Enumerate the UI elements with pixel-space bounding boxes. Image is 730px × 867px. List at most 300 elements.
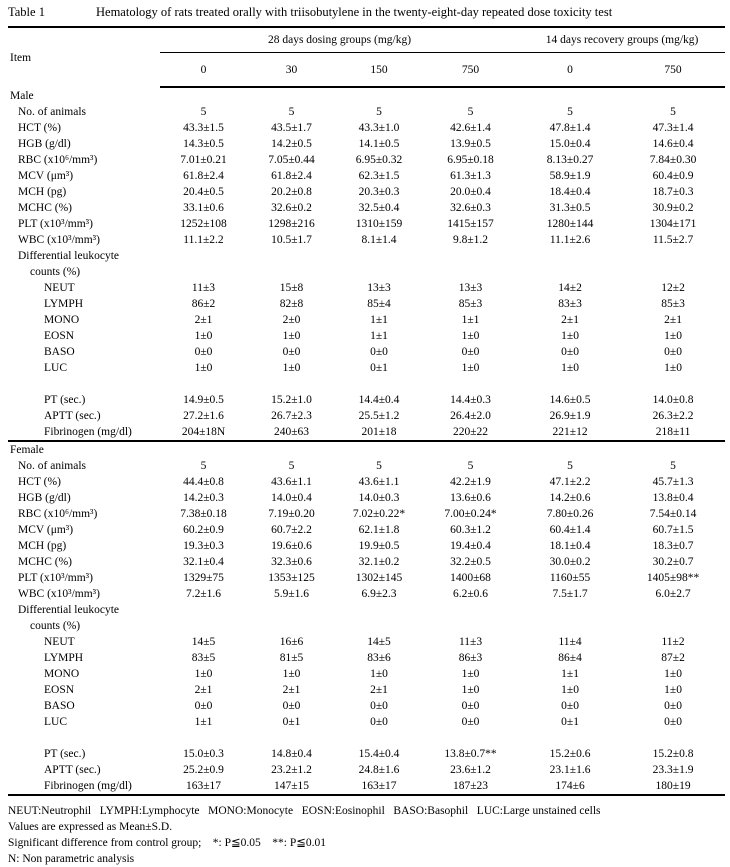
value-cell xyxy=(160,602,247,618)
value-cell: 18.1±0.4 xyxy=(549,540,591,552)
value-cell: 0±1 xyxy=(561,716,579,728)
value-cell: 20.4±0.5 xyxy=(183,186,224,198)
value-cell: 43.6±1.1 xyxy=(271,476,312,488)
row-label: EOSN xyxy=(44,684,75,696)
value-cell: 16±6 xyxy=(279,636,304,648)
value-cell xyxy=(621,264,725,280)
value-cell: 1±1 xyxy=(194,716,213,728)
value-cell: 14.2±0.6 xyxy=(549,492,591,504)
dosing-group-header: 28 days dosing groups (mg/kg) xyxy=(160,27,519,53)
value-cell: 0±0 xyxy=(561,346,579,358)
value-cell: 83±6 xyxy=(367,652,391,664)
value-cell xyxy=(160,618,247,634)
value-cell xyxy=(247,264,336,280)
value-cell xyxy=(336,730,422,746)
row-label: HCT (%) xyxy=(18,122,61,134)
item-column-header: Item xyxy=(10,51,32,64)
row-label: MCV (μm³) xyxy=(18,170,74,182)
value-cell: 30.9±0.2 xyxy=(652,202,694,214)
value-cell: 19.6±0.6 xyxy=(271,540,312,552)
table-row xyxy=(8,232,725,248)
value-cell: 11.5±2.7 xyxy=(652,234,694,246)
value-cell: 87±2 xyxy=(661,652,685,664)
value-cell: 1310±159 xyxy=(355,218,403,230)
value-cell: 240±63 xyxy=(273,426,310,438)
value-cell: 11±3 xyxy=(458,636,483,648)
row-label: RBC (x10⁶/mm³) xyxy=(18,154,98,166)
value-cell: 14.2±0.3 xyxy=(183,492,224,504)
value-cell: 15.4±0.4 xyxy=(358,748,400,760)
value-cell: 0±0 xyxy=(194,346,213,358)
footnotes xyxy=(8,803,725,867)
value-cell: 32.2±0.5 xyxy=(450,556,491,568)
value-cell: 0±0 xyxy=(461,346,480,358)
table-row xyxy=(8,312,725,328)
row-label: MCHC (%) xyxy=(18,556,72,568)
value-cell: 7.54±0.14 xyxy=(649,508,697,520)
value-cell: 1±0 xyxy=(282,362,301,374)
value-cell: 1±0 xyxy=(461,684,480,696)
value-cell xyxy=(422,376,519,392)
table-row xyxy=(8,746,725,762)
value-cell: 187±23 xyxy=(452,780,489,792)
value-cell: 60.3±1.2 xyxy=(450,524,491,536)
value-cell: 26.4±2.0 xyxy=(450,410,491,422)
value-cell: 26.3±2.2 xyxy=(652,410,694,422)
value-cell: 27.2±1.6 xyxy=(183,410,224,422)
value-cell: 14±2 xyxy=(558,282,582,294)
table-row xyxy=(8,490,725,506)
row-label: LYMPH xyxy=(44,298,84,310)
value-cell: 32.6±0.3 xyxy=(450,202,491,214)
value-cell xyxy=(422,618,519,634)
value-cell: 2±1 xyxy=(194,314,213,326)
value-cell: 0±0 xyxy=(461,700,480,712)
table-row xyxy=(8,344,725,360)
value-cell xyxy=(519,376,621,392)
value-cell: 218±11 xyxy=(655,426,691,438)
value-cell: 25.2±0.9 xyxy=(183,764,224,776)
value-cell: 0±0 xyxy=(282,700,301,712)
value-cell xyxy=(621,730,725,746)
value-cell: 5 xyxy=(467,460,474,472)
value-cell: 0±1 xyxy=(282,716,301,728)
table-row xyxy=(8,602,725,618)
value-cell: 86±4 xyxy=(558,652,582,664)
value-cell: 5 xyxy=(567,460,573,472)
value-cell xyxy=(422,602,519,618)
value-cell: 2±1 xyxy=(664,314,682,326)
value-cell: 1±1 xyxy=(461,314,480,326)
value-cell: 60.4±0.9 xyxy=(652,170,694,182)
value-cell: 15.2±1.0 xyxy=(271,394,312,406)
value-cell: 60.7±1.5 xyxy=(652,524,694,536)
row-label: No. of animals xyxy=(18,460,87,472)
value-cell xyxy=(160,264,247,280)
row-label: WBC (x10³/mm³) xyxy=(18,588,100,600)
table-row xyxy=(8,698,725,714)
value-cell: 33.1±0.6 xyxy=(183,202,224,214)
value-cell: 6.9±2.3 xyxy=(361,588,397,600)
value-cell: 1280±144 xyxy=(546,218,594,230)
row-label: NEUT xyxy=(44,636,75,648)
value-cell: 15±8 xyxy=(279,282,304,294)
footnote-significance: Significant difference from control group; *: P≦0.05 **: P≦0.01 xyxy=(8,837,327,849)
value-cell: 1±0 xyxy=(664,330,682,342)
value-cell: 25.5±1.2 xyxy=(358,410,400,422)
value-cell: 42.6±1.4 xyxy=(450,122,491,134)
row-label: Fibrinogen (mg/dl) xyxy=(44,426,132,438)
value-cell: 7.00±0.24* xyxy=(444,508,497,520)
table-row xyxy=(8,586,725,602)
value-cell xyxy=(336,248,422,264)
value-cell: 14.0±0.8 xyxy=(652,394,694,406)
row-label: RBC (x10⁶/mm³) xyxy=(18,508,98,520)
value-cell: 14.0±0.4 xyxy=(271,492,312,504)
value-cell: 20.0±0.4 xyxy=(450,186,491,198)
value-cell: 85±4 xyxy=(367,298,391,310)
value-cell: 19.9±0.5 xyxy=(358,540,400,552)
value-cell: 60.7±2.2 xyxy=(271,524,312,536)
value-cell: 14.6±0.4 xyxy=(652,138,694,150)
value-cell: 23.2±1.2 xyxy=(271,764,312,776)
value-cell: 10.5±1.7 xyxy=(271,234,312,246)
table-row xyxy=(8,152,725,168)
value-cell: 1304±171 xyxy=(649,218,697,230)
value-cell: 47.8±1.4 xyxy=(549,122,591,134)
table-row xyxy=(8,650,725,666)
row-label: PT (sec.) xyxy=(44,748,86,760)
value-cell: 7.01±0.21 xyxy=(180,154,227,166)
value-cell: 0±1 xyxy=(370,362,388,374)
value-cell xyxy=(621,602,725,618)
value-cell xyxy=(247,248,336,264)
table-row xyxy=(8,120,725,136)
table-row xyxy=(8,714,725,730)
table-row xyxy=(8,408,725,424)
section-label: Male xyxy=(10,90,34,102)
value-cell: 13.6±0.6 xyxy=(450,492,491,504)
value-cell: 47.1±2.2 xyxy=(549,476,591,488)
value-cell: 5 xyxy=(670,460,676,472)
footnote-nonparametric: N: Non parametric analysis xyxy=(8,853,135,865)
value-cell: 201±18 xyxy=(361,426,397,438)
row-label: MONO xyxy=(44,668,80,680)
table-row xyxy=(8,216,725,232)
value-cell: 0±0 xyxy=(664,716,682,728)
value-cell xyxy=(336,376,422,392)
value-cell: 45.7±1.3 xyxy=(652,476,694,488)
value-cell: 62.3±1.5 xyxy=(358,170,400,182)
table-title: Hematology of rats treated orally with triisobutylene in the twenty-eight-day repeated dose toxicity test xyxy=(96,5,613,19)
dose-column-header: 0 xyxy=(160,53,247,88)
row-label: HCT (%) xyxy=(18,476,61,488)
value-cell: 1±1 xyxy=(370,330,388,342)
value-cell: 61.3±1.3 xyxy=(450,170,491,182)
value-cell: 147±15 xyxy=(273,780,310,792)
value-cell xyxy=(422,264,519,280)
value-cell xyxy=(247,730,336,746)
value-cell: 7.19±0.20 xyxy=(268,508,315,520)
value-cell: 14.0±0.3 xyxy=(358,492,400,504)
value-cell: 1400±68 xyxy=(450,572,491,584)
value-cell: 19.3±0.3 xyxy=(183,540,224,552)
value-cell: 8.13±0.27 xyxy=(546,154,594,166)
value-cell: 14.1±0.5 xyxy=(358,138,400,150)
row-label: MCV (μm³) xyxy=(18,524,74,536)
value-cell: 1±0 xyxy=(370,668,388,680)
value-cell: 1353±125 xyxy=(268,572,315,584)
value-cell xyxy=(519,730,621,746)
value-cell: 7.5±1.7 xyxy=(552,588,588,600)
table-row xyxy=(8,248,725,264)
value-cell: 0±0 xyxy=(194,700,213,712)
row-label: MCH (pg) xyxy=(18,186,67,198)
value-cell: 6.95±0.32 xyxy=(355,154,403,166)
value-cell: 42.2±1.9 xyxy=(450,476,491,488)
value-cell: 1±0 xyxy=(561,362,579,374)
table-row xyxy=(8,538,725,554)
value-cell: 1±0 xyxy=(561,684,579,696)
value-cell xyxy=(336,602,422,618)
row-label: WBC (x10³/mm³) xyxy=(18,234,100,246)
value-cell: 20.2±0.8 xyxy=(271,186,312,198)
value-cell: 8.1±1.4 xyxy=(361,234,397,246)
value-cell: 1±1 xyxy=(370,314,388,326)
value-cell: 1±0 xyxy=(461,668,480,680)
value-cell: 5 xyxy=(288,460,295,472)
value-cell: 6.95±0.18 xyxy=(447,154,494,166)
value-cell: 13.9±0.5 xyxy=(450,138,491,150)
row-label: NEUT xyxy=(44,282,75,294)
table-caption xyxy=(8,5,725,26)
value-cell: 11.1±2.6 xyxy=(549,234,591,246)
table-row xyxy=(8,666,725,682)
value-cell: 0±0 xyxy=(664,700,682,712)
value-cell: 23.1±1.6 xyxy=(549,764,591,776)
value-cell: 26.9±1.9 xyxy=(549,410,591,422)
value-cell: 221±12 xyxy=(552,426,588,438)
row-label: counts (%) xyxy=(30,266,81,278)
dose-column-header: 750 xyxy=(621,53,725,88)
table-body xyxy=(8,87,725,795)
value-cell: 43.3±1.0 xyxy=(358,122,400,134)
table-row xyxy=(8,762,725,778)
value-cell xyxy=(247,602,336,618)
value-cell: 163±17 xyxy=(185,780,222,792)
value-cell: 0±0 xyxy=(370,700,388,712)
value-cell: 2±1 xyxy=(370,684,388,696)
value-cell: 5 xyxy=(200,460,207,472)
value-cell: 18.3±0.7 xyxy=(652,540,694,552)
value-cell: 12±2 xyxy=(661,282,685,294)
value-cell: 85±3 xyxy=(661,298,685,310)
value-cell: 5 xyxy=(467,106,474,118)
row-label: MCHC (%) xyxy=(18,202,72,214)
table-row xyxy=(8,730,725,746)
value-cell xyxy=(621,618,725,634)
value-cell: 26.7±2.3 xyxy=(271,410,312,422)
value-cell xyxy=(160,248,247,264)
section-row xyxy=(8,87,725,104)
value-cell: 31.3±0.5 xyxy=(549,202,591,214)
value-cell: 24.8±1.6 xyxy=(358,764,400,776)
value-cell: 7.02±0.22* xyxy=(352,508,406,520)
value-cell: 1298±216 xyxy=(268,218,315,230)
value-cell: 30.0±0.2 xyxy=(549,556,591,568)
value-cell: 1±0 xyxy=(664,362,682,374)
value-cell xyxy=(247,376,336,392)
value-cell: 58.9±1.9 xyxy=(549,170,591,182)
value-cell: 14.4±0.4 xyxy=(358,394,400,406)
dose-column-header: 750 xyxy=(422,53,519,88)
table-row xyxy=(8,424,725,441)
table-row xyxy=(8,264,725,280)
value-cell: 13±3 xyxy=(367,282,391,294)
value-cell xyxy=(160,730,247,746)
value-cell: 15.2±0.8 xyxy=(652,748,694,760)
value-cell xyxy=(621,248,725,264)
value-cell: 7.38±0.18 xyxy=(180,508,227,520)
value-cell: 1±0 xyxy=(664,668,682,680)
value-cell: 32.3±0.6 xyxy=(271,556,312,568)
value-cell: 14±5 xyxy=(367,636,391,648)
section-label: Female xyxy=(8,441,725,458)
value-cell: 0±0 xyxy=(461,716,480,728)
value-cell: 1±0 xyxy=(194,362,213,374)
value-cell: 1160±55 xyxy=(549,572,591,584)
table-row xyxy=(8,376,725,392)
value-cell: 1±0 xyxy=(461,362,480,374)
value-cell: 14.2±0.5 xyxy=(271,138,312,150)
value-cell: 14±5 xyxy=(191,636,216,648)
value-cell: 0±0 xyxy=(664,346,682,358)
row-label: HGB (g/dl) xyxy=(18,492,71,504)
value-cell xyxy=(336,264,422,280)
row-label: LYMPH xyxy=(44,652,84,664)
table-row xyxy=(8,296,725,312)
value-cell: 0±0 xyxy=(282,346,301,358)
row-label: BASO xyxy=(44,700,75,712)
value-cell: 13±3 xyxy=(458,282,483,294)
value-cell: 220±22 xyxy=(452,426,489,438)
value-cell: 1±1 xyxy=(561,668,579,680)
value-cell: 32.1±0.2 xyxy=(358,556,400,568)
value-cell: 43.5±1.7 xyxy=(271,122,312,134)
value-cell: 81±5 xyxy=(279,652,304,664)
value-cell: 83±3 xyxy=(558,298,582,310)
value-cell: 44.4±0.8 xyxy=(183,476,224,488)
value-cell: 1±0 xyxy=(282,668,301,680)
value-cell: 14.6±0.5 xyxy=(549,394,591,406)
row-label: Differential leukocyte xyxy=(18,250,120,262)
row-label: HGB (g/dl) xyxy=(18,138,71,150)
value-cell: 204±18N xyxy=(181,426,226,438)
row-label: APTT (sec.) xyxy=(44,764,101,776)
table-row xyxy=(8,778,725,795)
value-cell: 62.1±1.8 xyxy=(358,524,400,536)
value-cell: 82±8 xyxy=(279,298,304,310)
row-label: LUC xyxy=(44,716,67,728)
value-cell: 15.2±0.6 xyxy=(549,748,591,760)
value-cell: 23.6±1.2 xyxy=(450,764,491,776)
value-cell: 5 xyxy=(376,106,382,118)
value-cell: 6.2±0.6 xyxy=(452,588,489,600)
dose-column-header: 150 xyxy=(336,53,422,88)
value-cell: 47.3±1.4 xyxy=(652,122,694,134)
value-cell: 1329±75 xyxy=(183,572,224,584)
hematology-table xyxy=(8,26,725,796)
value-cell: 163±17 xyxy=(361,780,397,792)
table-row xyxy=(8,618,725,634)
value-cell: 30.2±0.7 xyxy=(652,556,694,568)
value-cell: 5 xyxy=(567,106,573,118)
value-cell: 86±3 xyxy=(458,652,483,664)
table-row xyxy=(8,280,725,296)
value-cell xyxy=(160,376,247,392)
row-label: APTT (sec.) xyxy=(44,410,101,422)
value-cell xyxy=(247,618,336,634)
value-cell: 2±1 xyxy=(282,684,301,696)
value-cell: 32.1±0.4 xyxy=(183,556,224,568)
value-cell: 32.6±0.2 xyxy=(271,202,312,214)
table-row xyxy=(8,184,725,200)
value-cell: 14.9±0.5 xyxy=(183,394,224,406)
table-row xyxy=(8,328,725,344)
value-cell xyxy=(336,618,422,634)
value-cell: 60.4±1.4 xyxy=(549,524,591,536)
dose-column-header: 0 xyxy=(519,53,621,88)
group-header-row xyxy=(8,27,725,53)
row-label: counts (%) xyxy=(30,620,81,632)
row-label: EOSN xyxy=(44,330,75,342)
value-cell: 0±0 xyxy=(370,346,388,358)
value-cell: 1±0 xyxy=(561,330,579,342)
value-cell: 5 xyxy=(288,106,295,118)
value-cell: 13.8±0.4 xyxy=(652,492,694,504)
value-cell: 5 xyxy=(376,460,382,472)
table-row xyxy=(8,682,725,698)
value-cell: 13.8±0.7** xyxy=(444,748,497,760)
value-cell: 19.4±0.4 xyxy=(450,540,491,552)
value-cell: 1415±157 xyxy=(447,218,494,230)
value-cell: 43.3±1.5 xyxy=(183,122,224,134)
footnote-abbreviations: NEUT:Neutrophil LYMPH:Lymphocyte MONO:Monocyte EOSN:Eosinophil BASO:Basophil LUC:Large unstained cells xyxy=(8,805,601,817)
table-row xyxy=(8,200,725,216)
value-cell: 2±1 xyxy=(194,684,213,696)
value-cell: 1±0 xyxy=(194,668,213,680)
table-row xyxy=(8,360,725,376)
value-cell: 1±0 xyxy=(194,330,213,342)
value-cell: 18.7±0.3 xyxy=(652,186,694,198)
footnote-mean-sd: Values are expressed as Mean±S.D. xyxy=(8,821,173,833)
table-row xyxy=(8,104,725,120)
row-label: BASO xyxy=(44,346,75,358)
value-cell: 7.2±1.6 xyxy=(185,588,222,600)
value-cell xyxy=(519,248,621,264)
table-row xyxy=(8,506,725,522)
value-cell: 5 xyxy=(200,106,207,118)
row-label: LUC xyxy=(44,362,67,374)
value-cell: 1±0 xyxy=(282,330,301,342)
table-row xyxy=(8,474,725,490)
value-cell: 11±2 xyxy=(661,636,685,648)
recovery-group-header: 14 days recovery groups (mg/kg) xyxy=(519,27,725,53)
dose-column-header: 30 xyxy=(247,53,336,88)
value-cell: 11±4 xyxy=(558,636,582,648)
value-cell: 9.8±1.2 xyxy=(452,234,489,246)
table-row xyxy=(8,392,725,408)
